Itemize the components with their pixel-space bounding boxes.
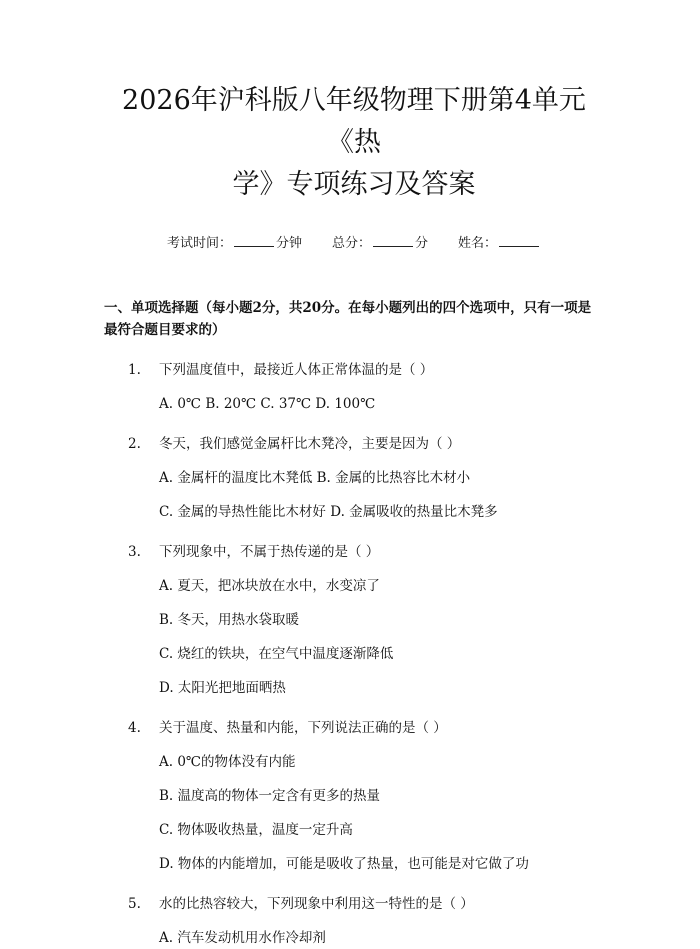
question-options: A. 金属杆的温度比木凳低 B. 金属的比热容比木材小 bbox=[159, 470, 471, 486]
page-title bbox=[104, 80, 604, 206]
exam-time-label: 考试时间： bbox=[166, 236, 232, 251]
total-score-unit: 分 bbox=[415, 236, 429, 251]
question-option: C. 烧红的铁块，在空气中温度逐渐降低 bbox=[159, 646, 394, 662]
question-stem: 关于温度、热量和内能，下列说法正确的是（ ） bbox=[159, 720, 447, 736]
question-options: A. 0℃ B. 20℃ C. 37℃ D. 100℃ bbox=[159, 396, 376, 412]
question-option: C. 物体吸收热量，温度一定升高 bbox=[159, 822, 353, 838]
question-stem: 下列现象中，不属于热传递的是（ ） bbox=[159, 544, 380, 560]
total-score bbox=[332, 232, 428, 251]
question-item bbox=[104, 717, 604, 739]
section-heading: 一、单项选择题（每小题2分，共20分。在每小题列出的四个选项中，只有一项是最符合题目要求的） bbox=[104, 300, 592, 338]
question-item bbox=[104, 541, 604, 563]
exam-time-unit: 分钟 bbox=[275, 236, 302, 251]
question-number: 3. bbox=[128, 544, 141, 560]
title-line-1: 2026年沪科版八年级物理下册第4单元《热 bbox=[122, 85, 586, 158]
total-score-blank bbox=[373, 234, 413, 247]
question-option: A. 夏天，把冰块放在水中，水变凉了 bbox=[159, 578, 380, 594]
question-list bbox=[104, 359, 604, 949]
total-score-label: 总分： bbox=[331, 236, 371, 251]
title-line-2: 学》专项练习及答案 bbox=[232, 169, 476, 200]
question-number: 4. bbox=[128, 720, 141, 736]
exam-time bbox=[167, 232, 302, 251]
question-item bbox=[104, 893, 604, 915]
student-name-label: 姓名： bbox=[458, 236, 498, 251]
exam-time-blank bbox=[234, 234, 274, 247]
question-stem: 下列温度值中，最接近人体正常体温的是（ ） bbox=[159, 362, 434, 378]
question-number: 2. bbox=[128, 436, 141, 452]
question-option: A. 汽车发动机用水作冷却剂 bbox=[159, 930, 326, 946]
question-option: A. 0℃的物体没有内能 bbox=[159, 754, 296, 770]
question-number: 1. bbox=[128, 362, 141, 378]
question-item bbox=[104, 359, 604, 381]
question-stem: 水的比热容较大，下列现象中利用这一特性的是（ ） bbox=[159, 896, 474, 912]
question-option: D. 太阳光把地面晒热 bbox=[159, 680, 286, 696]
question-option: B. 冬天，用热水袋取暖 bbox=[159, 612, 300, 628]
question-stem: 冬天，我们感觉金属杆比木凳冷，主要是因为（ ） bbox=[159, 436, 461, 452]
student-name-blank bbox=[499, 234, 539, 247]
exam-info bbox=[104, 232, 604, 251]
question-option: D. 物体的内能增加，可能是吸收了热量，也可能是对它做了功 bbox=[159, 856, 529, 872]
question-option: B. 温度高的物体一定含有更多的热量 bbox=[159, 788, 381, 804]
question-item bbox=[104, 433, 604, 455]
question-options: C. 金属的导热性能比木材好 D. 金属吸收的热量比木凳多 bbox=[159, 504, 498, 520]
student-name bbox=[458, 232, 541, 251]
question-number: 5. bbox=[128, 896, 141, 912]
